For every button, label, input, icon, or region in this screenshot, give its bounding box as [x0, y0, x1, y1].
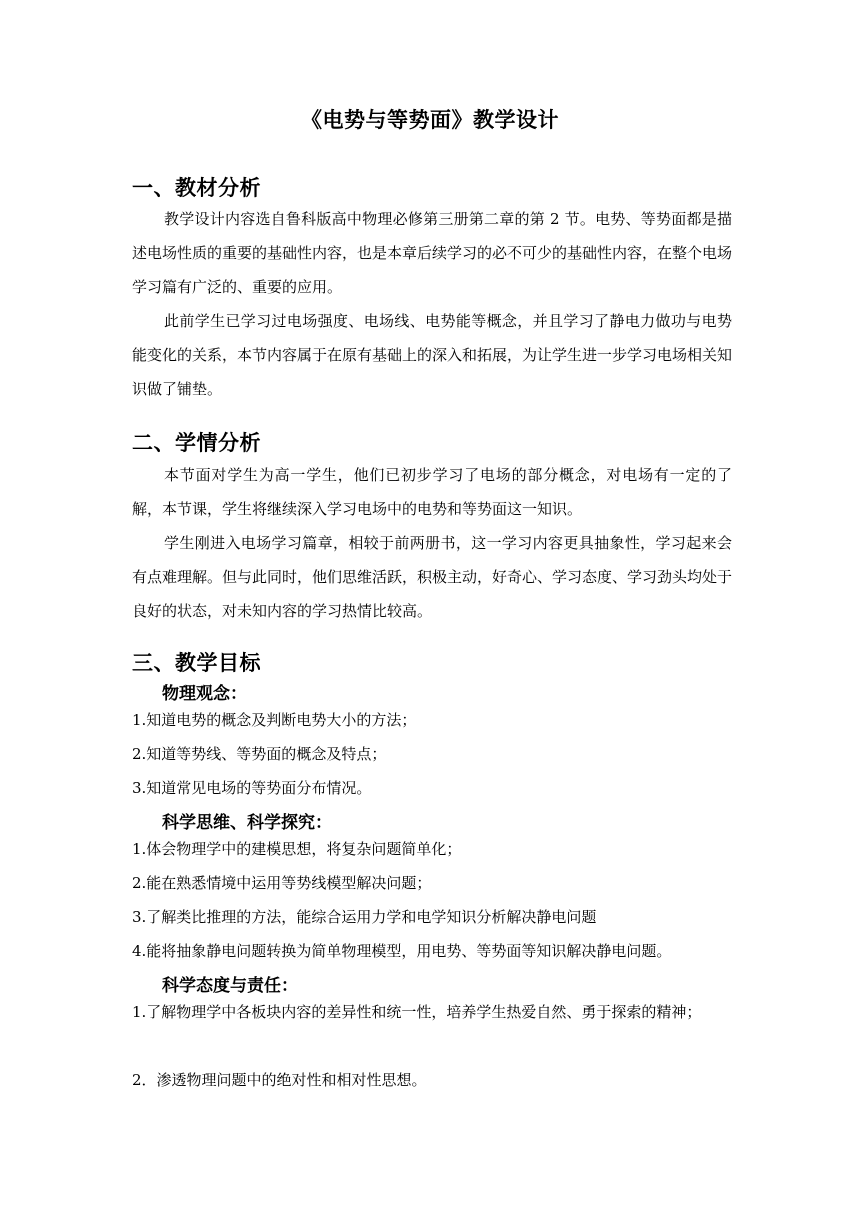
paragraph: 教学设计内容选自鲁科版高中物理必修第三册第二章的第 2 节。电势、等势面都是描述电场性质的重要的基础性内容，也是本章后续学习的必不可少的基础性内容，在整个电场学习篇有广泛的、重要的应用。	[132, 210, 733, 296]
paragraph: 学生刚进入电场学习篇章，相较于前两册书，这一学习内容更具抽象性，学习起来会有点难理解。但与此同时，他们思维活跃，积极主动，好奇心、学习态度、学习劲头均处于良好的状态，对未知内容的学习热情比较高。	[132, 534, 733, 620]
list-item: 1.体会物理学中的建模思想，将复杂问题简单化；	[132, 840, 462, 858]
list-item: 3.了解类比推理的方法，能综合运用力学和电学知识分析解决静电问题	[132, 908, 597, 926]
section-heading-student-analysis: 二、学情分析	[132, 431, 261, 455]
list-item: 2.知道等势线、等势面的概念及特点；	[132, 745, 387, 763]
section-heading-teaching-objectives: 三、教学目标	[132, 651, 261, 675]
paragraph: 此前学生已学习过电场强度、电场线、电势能等概念，并且学习了静电力做功与电势能变化的关系，本节内容属于在原有基础上的深入和拓展，为让学生进一步学习电场相关知识做了铺垫。	[132, 312, 733, 398]
list-item: 4.能将抽象静电问题转换为简单物理模型，用电势、等势面等知识解决静电问题。	[132, 942, 672, 960]
objective-group-label: 科学态度与责任：	[162, 976, 298, 996]
paragraph: 本节面对学生为高一学生，他们已初步学习了电场的部分概念，对电场有一定的了解，本节课，学生将继续深入学习电场中的电势和等势面这一知识。	[132, 466, 732, 518]
objective-group-label: 科学思维、科学探究：	[162, 813, 332, 833]
document-title: 《电势与等势面》教学设计	[301, 108, 559, 132]
list-item: 1.知道电势的概念及判断电势大小的方法；	[132, 711, 417, 729]
list-item: 1.了解物理学中各板块内容的差异性和统一性，培养学生热爱自然、勇于探索的精神；	[132, 1003, 702, 1021]
list-item: 3.知道常见电场的等势面分布情况。	[132, 779, 372, 797]
section-heading-textbook-analysis: 一、教材分析	[132, 176, 261, 200]
objective-group-label: 物理观念：	[162, 684, 247, 704]
list-item: 2.能在熟悉情境中运用等势线模型解决问题；	[132, 874, 432, 892]
list-item: 2．渗透物理问题中的绝对性和相对性思想。	[132, 1071, 427, 1089]
